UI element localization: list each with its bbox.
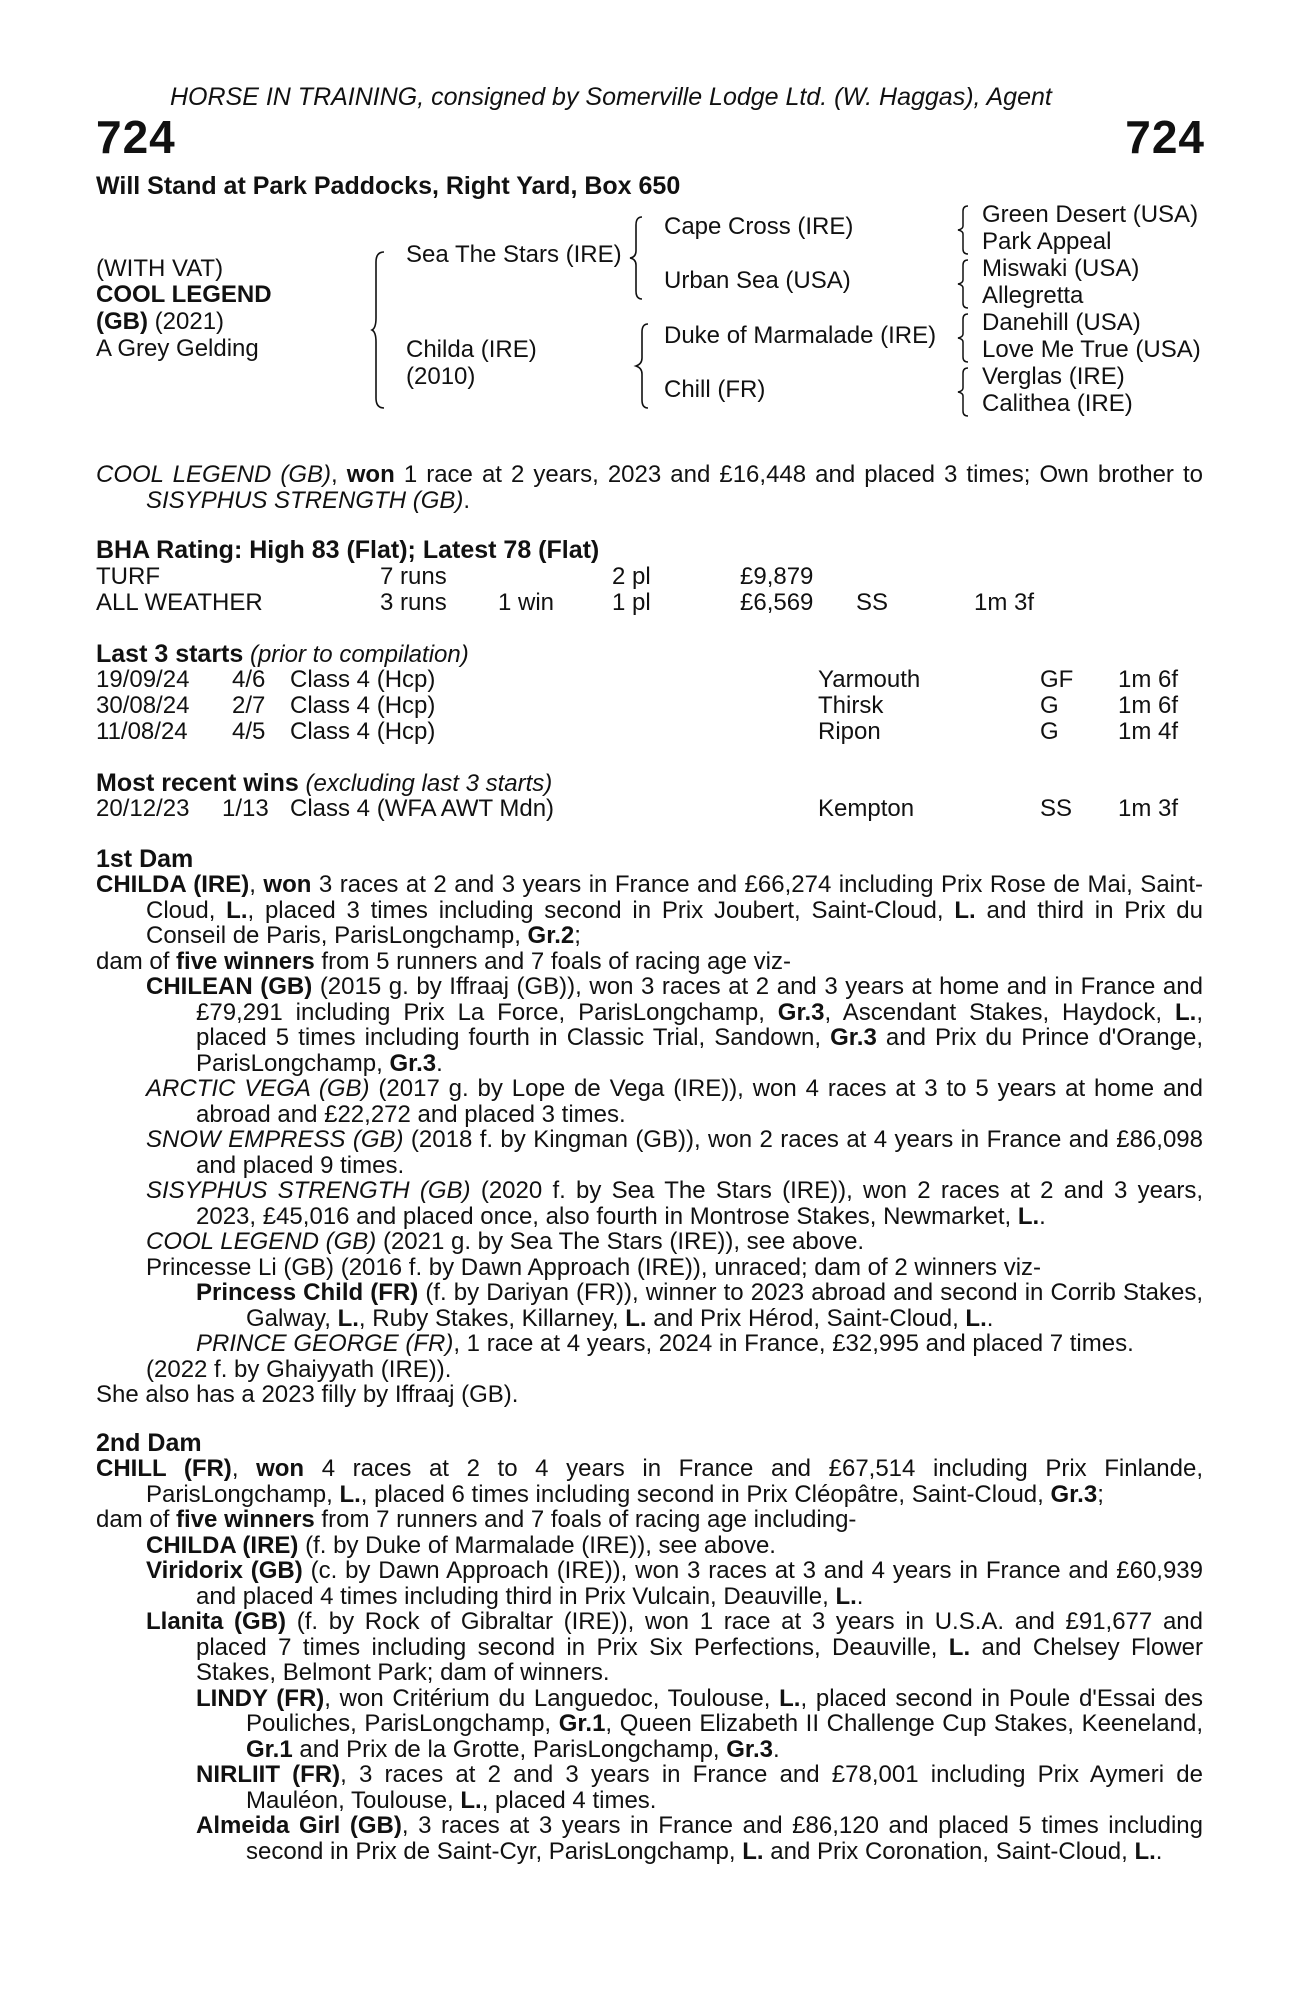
prince-george-entry bbox=[96, 1331, 1203, 1357]
listed-mark: L. bbox=[948, 1633, 971, 1661]
start-dist: 1m 6f bbox=[1118, 666, 1179, 693]
horse-year: (2021) bbox=[147, 308, 225, 335]
princess-child-name: Princess Child (FR) bbox=[196, 1279, 419, 1306]
foal-2022-entry bbox=[96, 1357, 1203, 1383]
winners-count: five winners bbox=[176, 1506, 315, 1533]
snow-name: SNOW EMPRESS (GB) bbox=[146, 1126, 404, 1153]
almeida-name: Almeida Girl (GB) bbox=[196, 1812, 402, 1839]
start-race: Class 4 (Hcp) bbox=[290, 692, 436, 719]
chilean-entry bbox=[96, 974, 1203, 1076]
damof-text: from 5 runners and 7 foals of racing age viz- bbox=[314, 947, 792, 975]
princess-child-entry bbox=[96, 1280, 1203, 1331]
lindy-text: , placed second in Poule d'Essai des Pouliches, ParisLongchamp, bbox=[246, 1684, 1203, 1737]
llanita-name: Llanita (GB) bbox=[146, 1608, 287, 1635]
almeida-entry bbox=[96, 1813, 1203, 1864]
sisyphus-end: . bbox=[1039, 1202, 1046, 1230]
rating-going: SS bbox=[856, 589, 889, 616]
arctic-name: ARCTIC VEGA (GB) bbox=[146, 1075, 370, 1102]
summary-won: won bbox=[346, 461, 395, 488]
princess-child-text: , Ruby Stakes, Killarney, bbox=[358, 1304, 626, 1332]
start-race: Class 4 (Hcp) bbox=[290, 718, 436, 745]
princesse-text: Princesse Li (GB) (2016 f. by Dawn Approach (IRE)), unraced; dam of 2 winners viz- bbox=[146, 1253, 1042, 1281]
main-brace bbox=[372, 250, 386, 410]
group-mark: Gr.3 bbox=[1050, 1480, 1098, 1508]
nirliit-name: NIRLIIT (FR) bbox=[196, 1761, 341, 1788]
start-date: 11/08/24 bbox=[96, 718, 188, 745]
group-mark: Gr.2 bbox=[527, 922, 575, 949]
last3-heading bbox=[96, 641, 469, 668]
chilean-text: , placed 5 times including fourth in Classic Trial, Sandown, bbox=[196, 998, 1203, 1051]
pedigree-dam-year: (2010) bbox=[406, 363, 476, 390]
brace-sd bbox=[958, 258, 970, 310]
second-dam-title: 2nd Dam bbox=[96, 1429, 202, 1457]
childa-won: won bbox=[263, 871, 312, 898]
cool-legend-entry bbox=[96, 1229, 1203, 1255]
rating-dist: 1m 3f bbox=[974, 589, 1035, 616]
pedigree-sire: Sea The Stars (IRE) bbox=[406, 241, 622, 268]
chilean-text: and Prix du Prince d'Orange, ParisLongchamp, bbox=[196, 1024, 1203, 1077]
listed-mark: L. bbox=[339, 1480, 361, 1508]
recent-title: Most recent wins bbox=[96, 769, 299, 797]
rating-surface: ALL WEATHER bbox=[96, 589, 263, 616]
summary-end: . bbox=[463, 486, 471, 514]
win-pos: 1/13 bbox=[222, 795, 269, 822]
rating-surface: TURF bbox=[96, 563, 160, 590]
first-dam-title: 1st Dam bbox=[96, 845, 194, 873]
listed-mark: L. bbox=[779, 1684, 801, 1712]
cool-legend-text: (2021 g. by Sea The Stars (IRE)), see above. bbox=[376, 1228, 865, 1255]
second-dam-produce-line bbox=[96, 1507, 1203, 1533]
group-mark: Gr.3 bbox=[830, 1024, 877, 1051]
sisyphus-name: SISYPHUS STRENGTH (GB) bbox=[146, 1177, 471, 1204]
start-course: Yarmouth bbox=[818, 666, 921, 693]
sire-brace bbox=[630, 215, 644, 301]
recent-note: (excluding last 3 starts) bbox=[298, 770, 553, 797]
group-mark: Gr.3 bbox=[726, 1735, 773, 1763]
horse-description: A Grey Gelding bbox=[96, 335, 259, 362]
pedigree-sdd: Allegretta bbox=[982, 282, 1084, 309]
chill-paragraph: CHILL (FR), won 4 races at 2 to 4 years in France and £67,514 including Prix Finlande, ParisLongchamp, L., placed 6 times including second in Prix Cléopâtre, Saint-Cloud, Gr.3; bbox=[96, 1455, 1203, 1508]
almeida-end: . bbox=[1155, 1837, 1163, 1865]
summary-paragraph: COOL LEGEND (GB), won 1 race at 2 years, 2023 and £16,448 and placed 3 times; Own brother to SISYPHUS STRENGTH (GB). bbox=[96, 461, 1203, 514]
childa-name: CHILDA (IRE) bbox=[146, 1531, 299, 1559]
llanita-text2: and Chelsey Flower Stakes, Belmont Park; dam of winners. bbox=[196, 1633, 1204, 1686]
lindy-text: , Queen Elizabeth II Challenge Cup Stakes, Keeneland, bbox=[605, 1710, 1204, 1737]
pedigree-sss: Green Desert (USA) bbox=[982, 201, 1199, 228]
stand-location: Will Stand at Park Paddocks, Right Yard, Box 650 bbox=[96, 172, 681, 200]
foal-2022-text: (2022 f. by Ghaiyyath (IRE)). bbox=[146, 1355, 452, 1383]
start-dist: 1m 6f bbox=[1118, 692, 1179, 719]
princess-child-end: . bbox=[986, 1304, 994, 1332]
listed-mark: L. bbox=[1017, 1202, 1040, 1230]
childa-text: (f. by Duke of Marmalade (IRE)), see above. bbox=[298, 1531, 776, 1559]
lindy-name: LINDY (FR) bbox=[196, 1684, 325, 1712]
lindy-entry bbox=[96, 1686, 1203, 1763]
lot-number-right: 724 bbox=[1125, 111, 1205, 163]
winners-count: five winners bbox=[176, 947, 315, 975]
horse-origin: (GB) bbox=[96, 308, 148, 335]
pedigree-ddd: Calithea (IRE) bbox=[982, 390, 1133, 417]
vat-label: (WITH VAT) bbox=[96, 255, 224, 282]
princess-child-text: (f. by Dariyan (FR)), winner to 2023 abroad and second in Corrib Stakes, Galway, bbox=[246, 1279, 1203, 1332]
win-race: Class 4 (WFA AWT Mdn) bbox=[290, 795, 555, 822]
win-date: 20/12/23 bbox=[96, 795, 190, 822]
almeida-text2: and Prix Coronation, Saint-Cloud, bbox=[763, 1837, 1135, 1865]
pedigree-dds: Verglas (IRE) bbox=[982, 363, 1125, 390]
snow-text: (2018 f. by Kingman (GB)), won 2 races at 4 years in France and £86,098 and placed 9 times. bbox=[196, 1126, 1203, 1179]
filly-2023-text: She also has a 2023 filly by Iffraaj (GB). bbox=[96, 1381, 519, 1408]
consignment-line: HORSE IN TRAINING, consigned by Somerville Lodge Ltd. (W. Haggas), Agent bbox=[170, 83, 1052, 111]
chill-name: CHILL (FR) bbox=[96, 1455, 232, 1482]
start-pos: 4/5 bbox=[232, 718, 266, 745]
pedigree-ssd: Park Appeal bbox=[982, 228, 1112, 255]
rating-prize: £6,569 bbox=[740, 589, 814, 616]
childa-text: 3 races at 2 and 3 years in France and £66,274 including Prix Rose de Mai, Saint-Cloud, bbox=[146, 871, 1204, 924]
summary-brother: SISYPHUS STRENGTH (GB) bbox=[146, 486, 464, 514]
pedigree-ss: Cape Cross (IRE) bbox=[664, 213, 854, 240]
sisyphus-text: (2020 f. by Sea The Stars (IRE)), won 2 races at 2 and 3 years, 2023, £45,016 and placed once, also fourth in Montrose Stakes, Newmarket, bbox=[196, 1177, 1203, 1230]
lindy-text: , won Critérium du Languedoc, Toulouse, bbox=[324, 1684, 780, 1712]
cool-legend-name: COOL LEGEND (GB) bbox=[146, 1228, 377, 1255]
listed-mark: L. bbox=[835, 1582, 857, 1610]
last3-title: Last 3 starts bbox=[96, 640, 244, 668]
nirliit-text2: , placed 4 times. bbox=[481, 1786, 657, 1814]
viridorix-entry bbox=[96, 1558, 1203, 1609]
pedigree-ds: Duke of Marmalade (IRE) bbox=[664, 322, 937, 349]
viridorix-name: Viridorix (GB) bbox=[146, 1557, 303, 1584]
group-mark: Gr.3 bbox=[777, 998, 825, 1026]
chill-end: ; bbox=[1097, 1480, 1104, 1508]
horse-name: COOL LEGEND bbox=[96, 281, 272, 308]
listed-mark: L. bbox=[742, 1837, 764, 1865]
listed-mark: L. bbox=[1134, 1837, 1156, 1865]
damof-label: dam of bbox=[96, 1506, 177, 1533]
start-pos: 4/6 bbox=[232, 666, 266, 693]
start-dist: 1m 4f bbox=[1118, 718, 1179, 745]
win-dist: 1m 3f bbox=[1118, 795, 1179, 822]
childa-text3: and third in Prix du Conseil de Paris, ParisLongchamp, bbox=[146, 896, 1204, 949]
filly-2023-entry bbox=[96, 1382, 1203, 1408]
childa-paragraph: CHILDA (IRE), won 3 races at 2 and 3 years in France and £66,274 including Prix Rose de Mai, Saint-Cloud, L., placed 3 times including second in Prix Joubert, Saint-Cloud, L. and third in Prix du Conseil de Paris, ParisLongchamp, Gr.2; bbox=[96, 871, 1204, 949]
listed-mark: L. bbox=[1175, 998, 1197, 1026]
win-going: SS bbox=[1040, 795, 1073, 822]
group-mark: Gr.3 bbox=[389, 1049, 437, 1077]
chilean-name: CHILEAN (GB) bbox=[146, 973, 313, 1000]
prince-george-name: PRINCE GEORGE (FR) bbox=[196, 1330, 454, 1357]
arctic-text: (2017 g. by Lope de Vega (IRE)), won 4 races at 3 to 5 years at home and abroad and £22,272 and placed 3 times. bbox=[196, 1075, 1203, 1128]
pedigree-sd: Urban Sea (USA) bbox=[664, 267, 851, 294]
start-course: Ripon bbox=[818, 718, 881, 745]
group-mark: Gr.1 bbox=[246, 1735, 293, 1763]
pedigree-dam: Childa (IRE) bbox=[406, 336, 537, 363]
pedigree-dd: Chill (FR) bbox=[664, 376, 766, 403]
listed-mark: L. bbox=[625, 1304, 647, 1332]
damof-label: dam of bbox=[96, 947, 177, 975]
listed-mark: L. bbox=[460, 1786, 482, 1814]
start-date: 19/09/24 bbox=[96, 666, 190, 693]
group-mark: Gr.1 bbox=[558, 1710, 606, 1737]
princess-child-text: and Prix Hérod, Saint-Cloud, bbox=[646, 1304, 966, 1332]
prince-george-text: , 1 race at 4 years, 2024 in France, £32,995 and placed 7 times. bbox=[453, 1330, 1134, 1357]
childa-end: ; bbox=[574, 922, 581, 949]
listed-mark: L. bbox=[965, 1304, 987, 1332]
damof-text: from 7 runners and 7 foals of racing age including- bbox=[314, 1506, 857, 1533]
lindy-end: . bbox=[772, 1735, 780, 1763]
nirliit-text: , 3 races at 2 and 3 years in France and £78,001 including Prix Aymeri de Mauléon, Toulouse, bbox=[246, 1761, 1203, 1814]
rating-wins: 1 win bbox=[498, 589, 555, 616]
sisyphus-entry bbox=[96, 1178, 1203, 1229]
first-dam-produce-line bbox=[96, 949, 1203, 975]
almeida-text: , 3 races at 3 years in France and £86,120 and placed 5 times including second in Prix de Saint-Cyr, ParisLongchamp, bbox=[246, 1812, 1203, 1865]
pedigree-dsd: Love Me True (USA) bbox=[982, 336, 1201, 363]
listed-mark: L. bbox=[337, 1304, 359, 1332]
rating-title: BHA Rating: High 83 (Flat); Latest 78 (Flat) bbox=[96, 536, 600, 564]
recent-heading bbox=[96, 770, 552, 797]
llanita-entry bbox=[96, 1609, 1203, 1686]
snow-entry bbox=[96, 1127, 1203, 1178]
arctic-entry bbox=[96, 1076, 1203, 1127]
lot-number-left: 724 bbox=[96, 111, 176, 163]
chilean-text: (2015 g. by Iffraaj (GB)), won 3 races at 2 and 3 years at home and in France and £79,291 including Prix La Force, ParisLongchamp, bbox=[196, 973, 1203, 1026]
lindy-text: and Prix de la Grotte, ParisLongchamp, bbox=[292, 1735, 727, 1763]
summary-name: COOL LEGEND (GB) bbox=[96, 461, 332, 488]
brace-dd bbox=[958, 366, 970, 418]
chilean-end: . bbox=[436, 1049, 443, 1077]
childa-name: CHILDA (IRE) bbox=[96, 871, 250, 898]
brace-ss bbox=[958, 204, 970, 256]
viridorix-end: . bbox=[856, 1582, 864, 1610]
pedigree-sds: Miswaki (USA) bbox=[982, 255, 1140, 282]
rating-prize: £9,879 bbox=[740, 563, 814, 590]
start-course: Thirsk bbox=[818, 692, 884, 719]
chill-text: 4 races at 2 to 4 years in France and £67,514 including Prix Finlande, ParisLongchamp, bbox=[146, 1455, 1203, 1508]
start-pos: 2/7 bbox=[232, 692, 266, 719]
rating-runs: 7 runs bbox=[380, 563, 447, 590]
viridorix-text: (c. by Dawn Approach (IRE)), won 3 races at 3 and 4 years in France and £60,939 and placed 4 times including third in Prix Vulcain, Deauville, bbox=[196, 1557, 1204, 1610]
listed-mark: L. bbox=[954, 896, 976, 924]
chilean-text: , Ascendant Stakes, Haydock, bbox=[824, 998, 1175, 1026]
horse-origin-line bbox=[96, 309, 224, 335]
nirliit-entry bbox=[96, 1762, 1203, 1813]
llanita-text: (f. by Rock of Gibraltar (IRE)), won 1 race at 3 years in U.S.A. and £91,677 and placed 7 times including second in Prix Six Perfections, Deauville, bbox=[196, 1608, 1203, 1661]
start-date: 30/08/24 bbox=[96, 692, 190, 719]
rating-runs: 3 runs bbox=[380, 589, 447, 616]
last3-note: (prior to compilation) bbox=[243, 641, 469, 668]
childa-text2: , placed 3 times including second in Prix Joubert, Saint-Cloud, bbox=[247, 896, 955, 924]
start-going: G bbox=[1040, 718, 1059, 745]
dam-brace bbox=[636, 322, 650, 410]
chill-text2: , placed 6 times including second in Prix Cléopâtre, Saint-Cloud, bbox=[360, 1480, 1051, 1508]
princesse-entry bbox=[96, 1255, 1203, 1281]
first-dam-section bbox=[96, 872, 1203, 1408]
summary-text: 1 race at 2 years, 2023 and £16,448 and placed 3 times; Own brother to bbox=[394, 461, 1203, 488]
childa-entry bbox=[96, 1533, 1203, 1559]
win-course: Kempton bbox=[818, 795, 915, 822]
rating-pl: 1 pl bbox=[612, 589, 651, 616]
start-race: Class 4 (Hcp) bbox=[290, 666, 436, 693]
start-going: G bbox=[1040, 692, 1059, 719]
rating-pl: 2 pl bbox=[612, 563, 651, 590]
pedigree-dss: Danehill (USA) bbox=[982, 309, 1141, 336]
chill-won: won bbox=[256, 1455, 305, 1482]
start-going: GF bbox=[1040, 666, 1074, 693]
second-dam-section bbox=[96, 1456, 1203, 1864]
brace-ds bbox=[958, 312, 970, 364]
listed-mark: L. bbox=[226, 896, 248, 924]
